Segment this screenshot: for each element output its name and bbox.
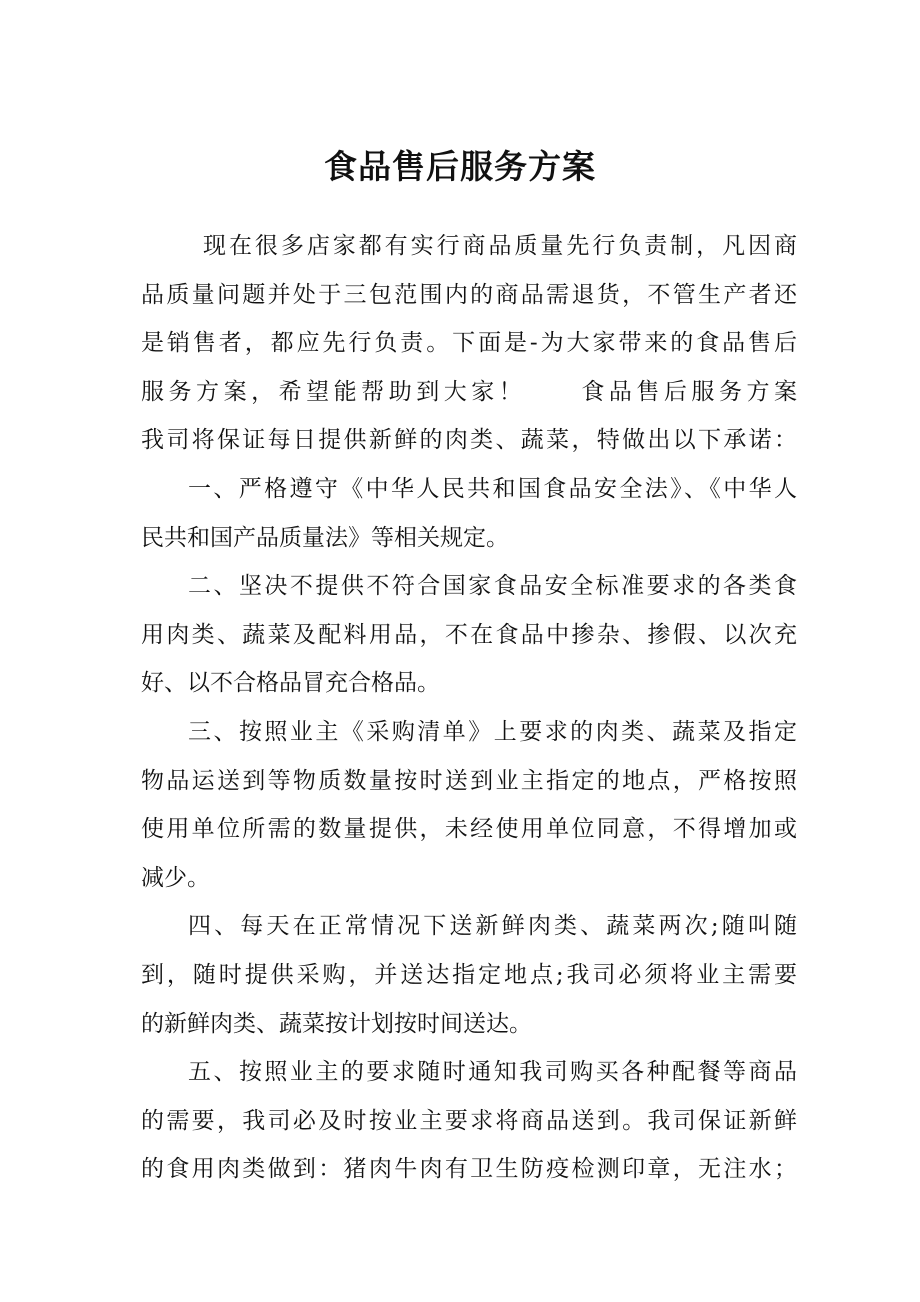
paragraph-line: 好、以不合格品冒充合格品。 xyxy=(141,670,440,697)
paragraph-line: 我司将保证每日提供新鲜的肉类、蔬菜，特做出以下承诺： xyxy=(141,427,797,454)
paragraph-line: 物品运送到等物质数量按时送到业主指定的地点，严格按照 xyxy=(141,767,797,794)
paragraph-line: 用肉类、蔬菜及配料用品，不在食品中掺杂、掺假、以次充 xyxy=(141,621,797,648)
paragraph-line: 四、每天在正常情况下送新鲜肉类、蔬菜两次;随叫随 xyxy=(188,913,797,940)
paragraph-line: 是销售者，都应先行负责。下面是-为大家带来的食品售后 xyxy=(141,330,797,357)
paragraph-line: 减少。 xyxy=(141,864,210,891)
paragraph-line: 五、按照业主的要求随时通知我司购买各种配餐等商品 xyxy=(188,1059,797,1086)
paragraph-line: 使用单位所需的数量提供，未经使用单位同意，不得增加或 xyxy=(141,816,797,843)
paragraph-line: 民共和国产品质量法》等相关规定。 xyxy=(141,524,509,551)
paragraph-line: 现在很多店家都有实行商品质量先行负责制，凡因商 xyxy=(203,233,797,259)
paragraph-line: 的需要，我司必及时按业主要求将商品送到。我司保证新鲜 xyxy=(141,1107,797,1134)
document-body xyxy=(141,222,797,1194)
paragraph-line: 品质量问题并处于三包范围内的商品需退货，不管生产者还 xyxy=(141,281,797,308)
paragraph-line: 到，随时提供采购，并送达指定地点;我司必须将业主需要 xyxy=(141,961,797,988)
paragraph-line: 三、按照业主《采购清单》上要求的肉类、蔬菜及指定 xyxy=(188,718,797,745)
paragraph-line: 一、严格遵守《中华人民共和国食品安全法》、《中华人 xyxy=(188,475,797,502)
document-title: 食品售后服务方案 xyxy=(324,147,596,186)
paragraph-line: 二、坚决不提供不符合国家食品安全标准要求的各类食 xyxy=(188,573,797,600)
paragraph-line: 的食用肉类做到：猪肉牛肉有卫生防疫检测印章，无注水； xyxy=(141,1156,797,1183)
paragraph-line: 的新鲜肉类、蔬菜按计划按时间送达。 xyxy=(141,1010,532,1037)
paragraph-line: 服务方案，希望能帮助到大家！ 食品售后服务方案 xyxy=(141,378,797,405)
